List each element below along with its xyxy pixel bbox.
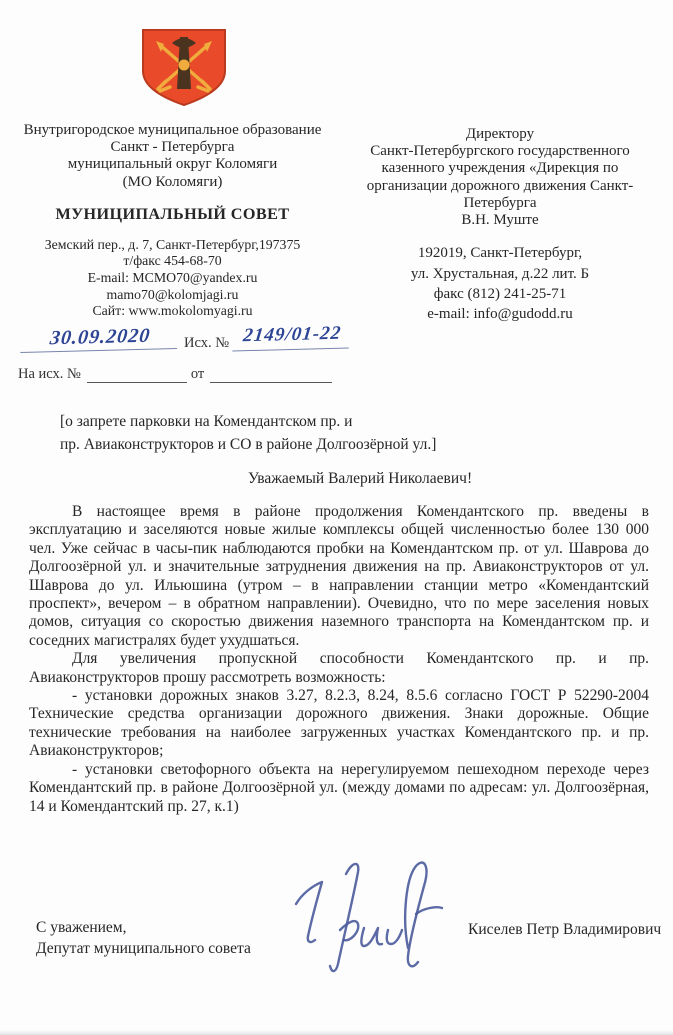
sender-email-line: E-mail: MCMO70@yandex.ru bbox=[87, 270, 258, 285]
outgoing-reference-row bbox=[22, 322, 362, 358]
incoming-reference-row bbox=[18, 366, 332, 383]
addressee-line: Директору bbox=[465, 126, 535, 142]
council-title: МУНИЦИПАЛЬНЫЙ СОВЕТ bbox=[55, 204, 290, 223]
subject-line: пр. Авиаконструкторов и СО в районе Долгоозёрной ул.] bbox=[60, 435, 437, 453]
signer-position: Депутат муниципального совета bbox=[36, 940, 251, 957]
sender-phone-line: т/факс 454-68-70 bbox=[123, 253, 222, 269]
addressee-line: Петербурга bbox=[463, 194, 537, 211]
addressee-address-line: 192019, Санкт-Петербург, bbox=[417, 245, 583, 262]
incoming-date-blank bbox=[210, 369, 332, 383]
sender-letterhead bbox=[0, 122, 345, 320]
outgoing-number-handwritten: 2149/01-22 bbox=[232, 322, 351, 351]
addressee-address-line: ул. Хрустальная, д.22 лит. Б bbox=[410, 265, 590, 282]
incoming-number-label: На исх. № bbox=[18, 366, 81, 382]
greeting: Уважаемый Валерий Николаевич! bbox=[248, 470, 473, 487]
body-paragraph: - установки дорожных знаков 3.27, 8.2.3, 8.24, 8.5.6 согласно ГОСТ Р 52290-2004 Технические средства организации дорожного движения. Знаки дорожные. Общие технические требования на наиболее загруженных участках Комендантского пр. и пр. Авиаконструкторов; bbox=[29, 687, 649, 760]
addressee-name: В.Н. Муште bbox=[461, 212, 539, 229]
signer-name: Киселев Петр Владимирович bbox=[468, 921, 662, 938]
addressee-line: Санкт-Петербургского государственного bbox=[370, 143, 630, 160]
body-paragraph: Для увеличения пропускной способности Комендантского пр. и пр. Авиаконструкторов прошу рассмотреть возможность: bbox=[29, 650, 649, 686]
addressee-email-line: e-mail: info@gudodd.ru bbox=[427, 306, 573, 323]
incoming-number-blank bbox=[87, 369, 187, 383]
letter-body bbox=[29, 503, 649, 816]
closing-line: С уважением, bbox=[36, 919, 127, 936]
subject-block bbox=[60, 411, 510, 456]
org-name-line: (МО Коломяги) bbox=[122, 173, 223, 190]
org-name-line: Внутригородское муниципальное образование bbox=[23, 122, 322, 138]
org-name-line: муниципальный округ Коломяги bbox=[67, 156, 278, 173]
sender-website-line: Сайт: www.mokolomyagi.ru bbox=[92, 303, 253, 319]
handwritten-signature-icon bbox=[288, 852, 444, 988]
outgoing-number-label: Исх. № bbox=[184, 335, 230, 351]
closing-block bbox=[36, 917, 251, 959]
incoming-date-label: от bbox=[190, 366, 205, 382]
body-paragraph: - установки светофорного объекта на нерегулируемом пешеходном переходе через Комендантский пр. в районе Долгоозёрной ул. (между домами по адресам: ул. Долгоозёрная, 14 и Комендантский пр. 27, к.1) bbox=[29, 760, 649, 815]
addressee-line: казенного учреждения «Дирекция по bbox=[381, 160, 619, 177]
sender-email-line: mamo70@kolomjagi.ru bbox=[106, 286, 239, 302]
addressee-fax-line: факс (812) 241-25-71 bbox=[433, 285, 567, 302]
coat-of-arms-icon bbox=[134, 25, 234, 109]
subject-line: [о запрете парковки на Комендантском пр. и bbox=[60, 413, 353, 430]
addressee-block bbox=[335, 126, 665, 324]
body-paragraph: В настоящее время в районе продолжения Комендантского пр. введены в эксплуатацию и заселяются новые жилые комплексы общей численностью более 130 000 чел. Уже сейчас в часы-пик наблюдаются пробки на Комендантском пр. от ул. Шаврова до Долгоозёрной ул. и значительные затруднения движения на пр. Авиаконструкторов от ул. Шаврова до ул. Ильюшина (утром – в направлении станции метро «Комендантский проспект», вечером – в обратном направлении). Очевидно, что по мере заселения новых домов, ситуация со скоростью движения наземного транспорта на Комендантском пр. и соседних магистралях будет ухудшаться. bbox=[29, 503, 649, 649]
org-name-line: Санкт - Петербурга bbox=[110, 139, 235, 156]
sender-address-line: Земский пер., д. 7, Санкт-Петербург,197375 bbox=[44, 236, 301, 252]
scan-edge-shadow bbox=[0, 1030, 673, 1035]
outgoing-date-handwritten: 30.09.2020 bbox=[20, 324, 179, 353]
addressee-line: организации дорожного движения Санкт- bbox=[366, 177, 634, 194]
